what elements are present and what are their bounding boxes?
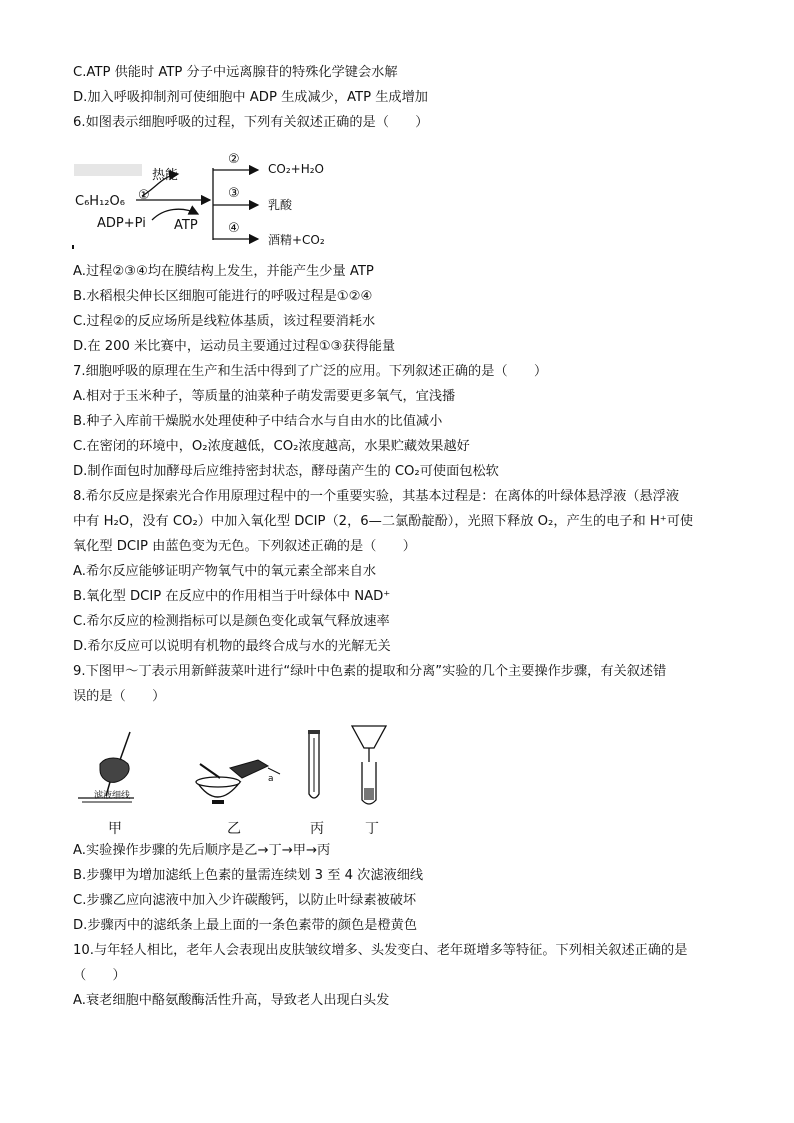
faded-region xyxy=(74,164,142,176)
step-3-label: ③ xyxy=(228,186,240,201)
q10-stem-line-2: （ ） xyxy=(73,968,126,983)
step-ding-filtration xyxy=(352,726,386,804)
q9-option-a: A.实验操作步骤的先后顺序是乙→丁→甲→丙 xyxy=(73,843,331,858)
q8-option-d: D.希尔反应可以说明有机物的最终合成与水的光解无关 xyxy=(73,639,391,654)
q8-option-b: B.氧化型 DCIP 在反应中的作用相当于叶绿体中 NAD⁺ xyxy=(73,589,391,604)
product-ethanol-co2: 酒精+CO₂ xyxy=(268,233,325,247)
filter-line-label: 滤液细线 xyxy=(94,791,131,801)
q10-stem-line-1: 10.与年轻人相比，老年人会表现出皮肤皱纹增多、头发变白、老年斑增多等特征。下列相关叙述正确的是 xyxy=(73,943,688,958)
q9-option-b: B.步骤甲为增加滤纸上色素的量需连续划 3 至 4 次滤液细线 xyxy=(73,868,424,883)
stray-mark xyxy=(72,245,74,249)
q5-option-d: D.加入呼吸抑制剂可使细胞中 ADP 生成减少，ATP 生成增加 xyxy=(73,90,428,105)
label-ding: 丁 xyxy=(365,821,379,837)
q9-option-c: C.步骤乙应向滤液中加入少许碳酸钙，以防止叶绿素被破坏 xyxy=(73,893,417,908)
product-lactic-acid: 乳酸 xyxy=(268,198,293,212)
q6-option-d: D.在 200 米比赛中，运动员主要通过过程①③获得能量 xyxy=(73,339,396,354)
q10-option-a: A.衰老细胞中酪氨酸酶活性升高，导致老人出现白头发 xyxy=(73,993,390,1008)
label-bing: 丙 xyxy=(310,821,324,837)
q7-option-c: C.在密闭的环境中，O₂浓度越低，CO₂浓度越高，水果贮藏效果越好 xyxy=(73,439,470,454)
q8-stem-line-3: 氧化型 DCIP 由蓝色变为无色。下列叙述正确的是（ ） xyxy=(73,539,416,554)
q8-option-a: A.希尔反应能够证明产物氧气中的氧元素全部来自水 xyxy=(73,564,377,579)
q5-option-c: C.ATP 供能时 ATP 分子中远离腺苷的特殊化学键会水解 xyxy=(73,65,398,80)
q8-stem-line-1: 8.希尔反应是探索光合作用原理过程中的一个重要实验，其基本过程是：在离体的叶绿体悬浮液（悬浮液 xyxy=(73,489,680,504)
atp-label: ATP xyxy=(174,218,198,233)
q8-stem-line-2: 中有 H₂O，没有 CO₂）中加入氧化型 DCIP（2，6—二氯酚靛酚），光照下释放 O₂，产生的电子和 H⁺可使 xyxy=(73,514,694,529)
q6-option-b: B.水稻根尖伸长区细胞可能进行的呼吸过程是①②④ xyxy=(73,289,373,304)
q9-option-d: D.步骤丙中的滤纸条上最上面的一条色素带的颜色是橙黄色 xyxy=(73,918,418,933)
q6-option-a: A.过程②③④均在膜结构上发生，并能产生少量 ATP xyxy=(73,264,374,279)
point-a-label: a xyxy=(268,774,274,784)
step-1-label: ① xyxy=(138,188,150,203)
step-4-label: ④ xyxy=(228,221,240,236)
q8-option-c: C.希尔反应的检测指标可以是颜色变化或氧气释放速率 xyxy=(73,614,390,629)
heat-label: 热能 xyxy=(152,168,179,183)
q7-option-b: B.种子入库前干燥脱水处理使种子中结合水与自由水的比值减小 xyxy=(73,414,443,429)
label-jia: 甲 xyxy=(108,821,122,837)
product-co2-h2o: CO₂+H₂O xyxy=(268,162,324,176)
q9-stem-line-2: 误的是（ ） xyxy=(73,689,166,704)
step-bing-chromatography xyxy=(308,730,320,798)
glucose-label: C₆H₁₂O₆ xyxy=(75,194,125,209)
label-yi: 乙 xyxy=(227,821,241,837)
step-2-label: ② xyxy=(228,152,240,167)
respiration-process-diagram xyxy=(72,150,342,255)
q7-option-a: A.相对于玉米种子，等质量的油菜种子萌发需要更多氧气，宜浅播 xyxy=(73,389,456,404)
adp-pi-label: ADP+Pi xyxy=(97,216,146,231)
q7-stem: 7.细胞呼吸的原理在生产和生活中得到了广泛的应用。下列叙述正确的是（ ） xyxy=(73,364,548,379)
q9-stem-line-1: 9.下图甲～丁表示用新鲜菠菜叶进行“绿叶中色素的提取和分离”实验的几个主要操作步骤，有关叙述错 xyxy=(73,664,667,679)
pigment-experiment-figure xyxy=(72,716,402,840)
q6-option-c: C.过程②的反应场所是线粒体基质，该过程要消耗水 xyxy=(73,314,376,329)
q7-option-d: D.制作面包时加酵母后应维持密封状态，酵母菌产生的 CO₂可使面包松软 xyxy=(73,464,499,479)
q6-stem: 6.如图表示细胞呼吸的过程，下列有关叙述正确的是（ ） xyxy=(73,115,429,130)
